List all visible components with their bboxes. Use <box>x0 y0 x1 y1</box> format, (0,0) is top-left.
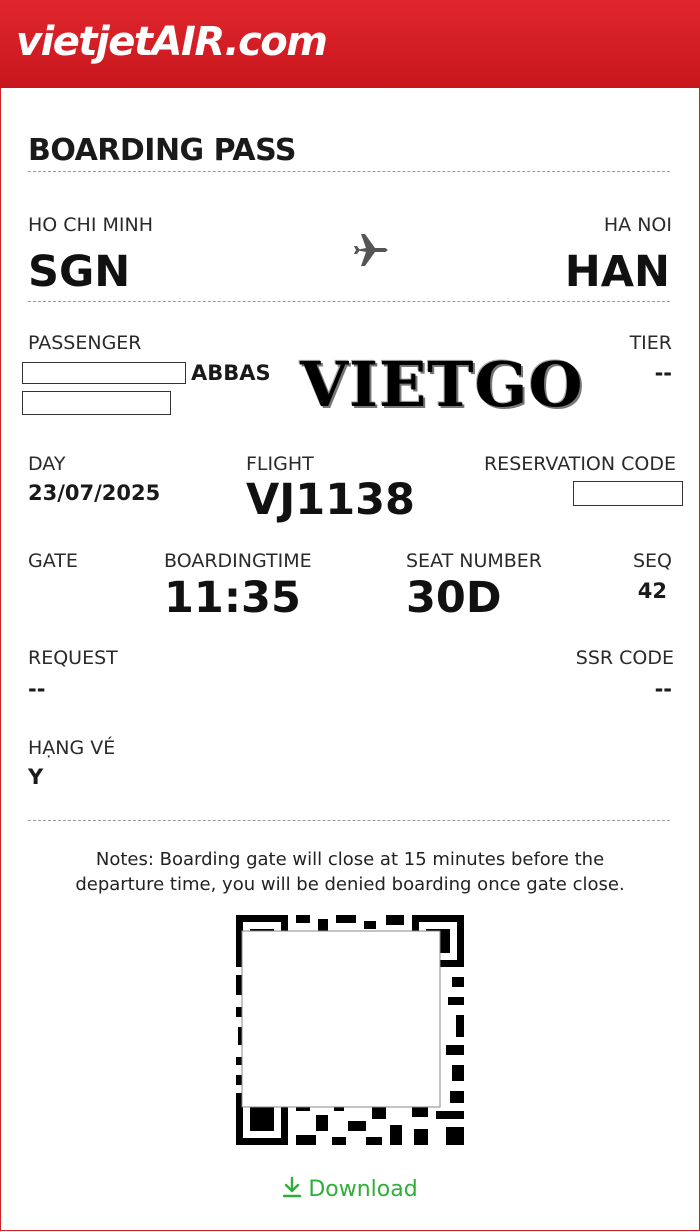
flight-value: VJ1138 <box>246 475 415 525</box>
divider <box>28 171 670 172</box>
app-header <box>0 0 700 88</box>
divider <box>28 820 670 821</box>
origin-city: HO CHI MINH <box>28 214 153 236</box>
passenger-name: ABBAS <box>191 361 271 385</box>
tier-value: -- <box>654 361 672 385</box>
notes-line: Notes: Boarding gate will close at 15 minutes before the <box>95 849 605 870</box>
redacted-name-box <box>22 362 186 384</box>
notes-text <box>0 847 700 897</box>
seq-value: 42 <box>637 579 667 603</box>
flight-label: FLIGHT <box>246 453 314 475</box>
destination-city: HA NOI <box>603 214 672 236</box>
destination-code: HAN <box>564 247 670 297</box>
boarding-time-value: 11:35 <box>164 573 301 623</box>
download-label: Download <box>308 1177 418 1202</box>
seat-label: SEAT NUMBER <box>406 550 542 572</box>
request-value: -- <box>28 677 46 701</box>
fare-class-value: Y <box>28 765 44 789</box>
day-value: 23/07/2025 <box>28 481 161 505</box>
reservation-label: RESERVATION CODE <box>483 453 676 475</box>
seq-label: SEQ <box>632 550 672 572</box>
download-button[interactable] <box>0 1175 700 1207</box>
passenger-label: PASSENGER <box>28 332 142 354</box>
download-icon <box>282 1176 302 1207</box>
page-title: BOARDING PASS <box>28 133 296 168</box>
boarding-qr-code <box>236 915 464 1145</box>
boarding-time-label: BOARDINGTIME <box>164 550 312 572</box>
gate-label: GATE <box>28 550 78 572</box>
day-label: DAY <box>28 453 66 475</box>
origin-code: SGN <box>28 247 131 297</box>
redacted-name-box <box>22 391 171 415</box>
notes-line: departure time, you will be denied boarding once gate close. <box>75 874 625 895</box>
ssr-code-value: -- <box>654 677 672 701</box>
redacted-reservation-box <box>573 481 683 506</box>
divider <box>28 301 670 302</box>
request-label: REQUEST <box>28 647 118 669</box>
watermark-text: VIETGO <box>300 348 584 421</box>
fare-class-label: HẠNG VÉ <box>28 737 116 759</box>
vietjet-logo: vietjetAIR.com <box>16 19 327 65</box>
airplane-icon <box>352 230 392 270</box>
tier-label: TIER <box>629 332 672 354</box>
seat-value: 30D <box>406 573 502 623</box>
ssr-code-label: SSR CODE <box>575 647 674 669</box>
